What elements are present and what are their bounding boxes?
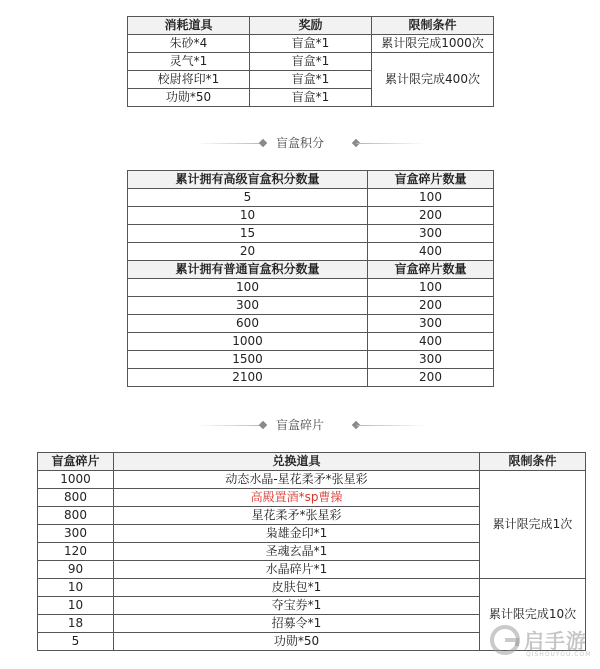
fragment-cell: 200	[368, 207, 494, 225]
table-row	[128, 35, 494, 53]
header-cell: 限制条件	[480, 453, 586, 471]
section-divider	[0, 416, 600, 436]
cost-cell: 10	[38, 597, 114, 615]
table-row	[38, 579, 586, 597]
score-cell: 600	[128, 315, 368, 333]
score-cell: 20	[128, 243, 368, 261]
table-row	[128, 279, 494, 297]
item-cell: 功勋*50	[114, 633, 480, 651]
table-row	[128, 225, 494, 243]
table-row	[128, 53, 494, 71]
watermark-text: 启手游	[524, 629, 587, 653]
cost-cell: 1000	[38, 471, 114, 489]
item-cell-highlighted: 高殿置酒*sp曹操	[114, 489, 480, 507]
fragment-cell: 100	[368, 189, 494, 207]
score-cell: 100	[128, 279, 368, 297]
header-cell: 累计拥有高级盲盒积分数量	[128, 171, 368, 189]
item-cell: 动态水晶-星花柔矛*张星彩	[114, 471, 480, 489]
table-row	[128, 297, 494, 315]
limit-cell: 累计限完成10次	[480, 579, 586, 651]
header-cell: 消耗道具	[128, 17, 250, 35]
table-row	[128, 315, 494, 333]
cost-cell: 18	[38, 615, 114, 633]
item-cell: 水晶碎片*1	[114, 561, 480, 579]
table-row	[128, 243, 494, 261]
score-table	[127, 170, 494, 387]
table-row	[38, 471, 586, 489]
reward-cell: 盲盒*1	[250, 53, 372, 71]
fragment-cell: 200	[368, 369, 494, 387]
section-title: 盲盒碎片	[275, 418, 324, 432]
item-cell: 灵气*1	[128, 53, 250, 71]
table-row	[128, 351, 494, 369]
fragment-cell: 300	[368, 315, 494, 333]
header-cell: 盲盒碎片	[38, 453, 114, 471]
item-cell: 校尉将印*1	[128, 71, 250, 89]
table-header-row	[128, 17, 494, 35]
table-header-row	[38, 453, 586, 471]
header-cell: 盲盒碎片数量	[368, 261, 494, 279]
cost-cell: 10	[38, 579, 114, 597]
watermark	[488, 623, 592, 663]
limit-cell: 累计限完成400次	[372, 53, 494, 107]
item-cell: 皮肤包*1	[114, 579, 480, 597]
limit-cell: 累计限完成1次	[480, 471, 586, 579]
cost-cell: 5	[38, 633, 114, 651]
fragment-cell: 400	[368, 243, 494, 261]
item-cell: 朱砂*4	[128, 35, 250, 53]
item-cell: 夺宝券*1	[114, 597, 480, 615]
header-cell: 兑换道具	[114, 453, 480, 471]
score-cell: 2100	[128, 369, 368, 387]
reward-cell: 盲盒*1	[250, 71, 372, 89]
item-cell: 功勋*50	[128, 89, 250, 107]
table-row	[128, 207, 494, 225]
limit-cell: 累计限完成1000次	[372, 35, 494, 53]
cost-cell: 120	[38, 543, 114, 561]
fragment-cell: 200	[368, 297, 494, 315]
score-cell: 1500	[128, 351, 368, 369]
item-cell: 枭雄金印*1	[114, 525, 480, 543]
cost-cell: 800	[38, 507, 114, 525]
fragment-cell: 300	[368, 351, 494, 369]
score-cell: 5	[128, 189, 368, 207]
brand-logo-icon	[488, 623, 522, 657]
cost-cell: 300	[38, 525, 114, 543]
score-cell: 300	[128, 297, 368, 315]
header-cell: 累计拥有普通盲盒积分数量	[128, 261, 368, 279]
item-cell: 星花柔矛*张星彩	[114, 507, 480, 525]
fragment-exchange-table	[37, 452, 586, 651]
fragment-cell: 300	[368, 225, 494, 243]
cost-cell: 90	[38, 561, 114, 579]
score-cell: 15	[128, 225, 368, 243]
table-subheader-row	[128, 261, 494, 279]
score-cell: 1000	[128, 333, 368, 351]
reward-cell: 盲盒*1	[250, 89, 372, 107]
header-cell: 限制条件	[372, 17, 494, 35]
watermark-subtext: QISHOUYOU.COM	[526, 651, 592, 658]
item-cell: 招募令*1	[114, 615, 480, 633]
exchange-table-1	[127, 16, 494, 107]
fragment-cell: 400	[368, 333, 494, 351]
score-cell: 10	[128, 207, 368, 225]
fragment-cell: 100	[368, 279, 494, 297]
header-cell: 盲盒碎片数量	[368, 171, 494, 189]
reward-cell: 盲盒*1	[250, 35, 372, 53]
header-cell: 奖励	[250, 17, 372, 35]
table-header-row	[128, 171, 494, 189]
section-divider	[0, 134, 600, 154]
table-row	[128, 369, 494, 387]
cost-cell: 800	[38, 489, 114, 507]
table-row	[128, 333, 494, 351]
section-title: 盲盒积分	[275, 136, 324, 150]
table-row	[128, 189, 494, 207]
item-cell: 圣魂玄晶*1	[114, 543, 480, 561]
